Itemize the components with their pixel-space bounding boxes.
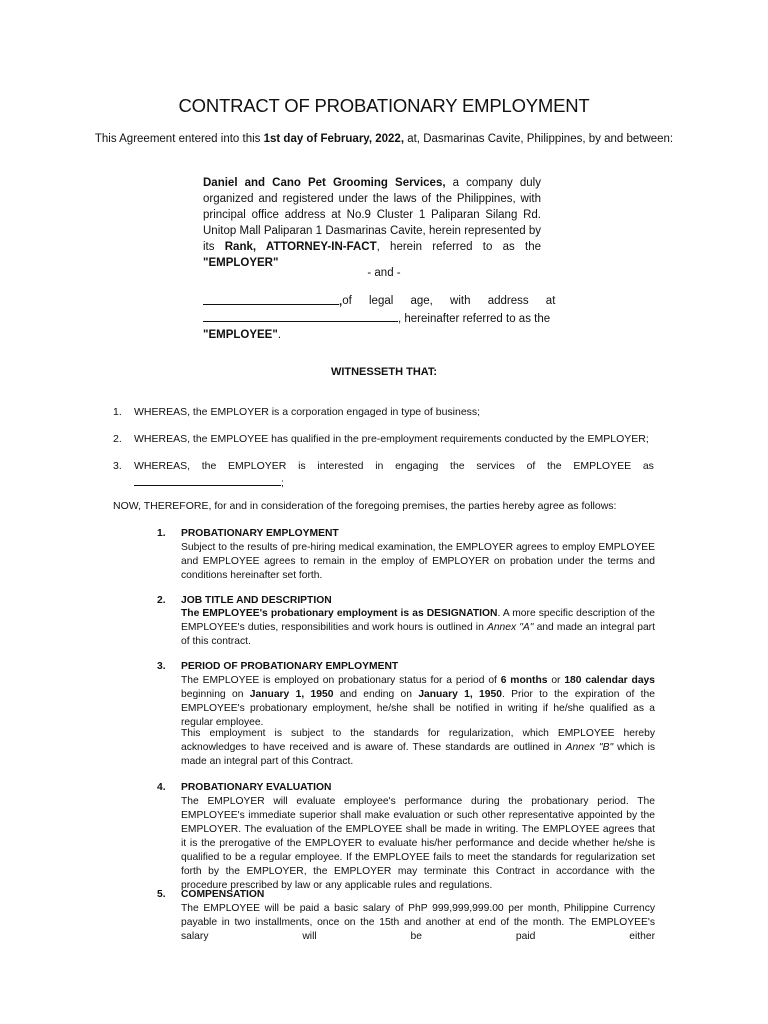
employee-name-line[interactable] [203,293,342,310]
employer-description: a company duly organized and registered under the laws of the Philippines, with principal office address at No.9 Cluster 1 Paliparan Silang Rd. Unitop Mall Paliparan 1 Dasmarinas Cavite, herein represented by its [203,177,541,253]
intro-line [0,133,768,145]
whereas-word: the [547,460,562,472]
period-days: 180 calendar days [564,675,655,686]
section-number: 3. [157,661,166,672]
employer-party-block [203,175,541,271]
whereas-word: engaging [395,460,439,472]
employer-referred-text: , herein referred to as the [376,241,541,253]
position-blank-line[interactable] [134,474,284,489]
section-heading: PERIOD OF PROBATIONARY EMPLOYMENT [181,661,399,672]
whereas-text: WHEREAS, the EMPLOYER is a corporation engaged in type of business; [134,406,481,418]
whereas-word: the [450,460,465,472]
section-heading: PROBATIONARY EMPLOYMENT [181,528,339,539]
employee-line-2 [203,310,551,327]
section-body: Subject to the results of pre-hiring medical examination, the EMPLOYER agrees to employ EMPLOYEE and EMPLOYEE agrees to remain in the employ of EMPLOYER on probation under the terms and conditions hereinafter set forth. [181,542,655,581]
contract-title: CONTRACT OF PROBATIONARY EMPLOYMENT [178,95,590,116]
section-body: The EMPLOYEE will be paid a basic salary of PhP 999,999,999.00 per month, Philippine Currency payable in two installments, once on the 15th and another at end of the month. The EMPLOYEE's salary will be paid either [181,903,655,942]
and-separator: - and - [367,267,401,279]
section-text: and made an integral part of this contract. [181,622,655,647]
whereas-word: services [476,460,515,472]
whereas-word: of [526,460,536,472]
whereas-word: as [642,460,654,472]
employee-line-1 [203,293,556,310]
section-body [181,674,655,730]
whereas-end: ; [281,477,284,489]
whereas-number: 2. [113,433,122,445]
employer-label: "EMPLOYER" [203,257,279,269]
section-body [181,727,655,769]
whereas-word: in [375,460,384,472]
employee-party-block [203,293,556,343]
annex-b-ref: Annex "B" [565,742,614,753]
witnesseth-heading: WITNESSETH THAT: [330,366,438,378]
section-body [181,607,655,649]
whereas-word: WHEREAS, [134,460,191,472]
section-body: The EMPLOYER will evaluate employee's performance during the probationary period. The EMPLOYEE's immediate superior shall make evaluation or such other representative appointed by the EMPLOYER. The evaluation of the EMPLOYEE shall be made in writing. The EMPLOYEE agrees that it is the prerogative of the EMPLOYER to evaluate his/her performance and decide whether he/she is qualified to be a regular employee. If the EMPLOYEE fails to meet the standards for regularization set forth by the EMPLOYER, the EMPLOYER may terminate this Contract in accordance with the procedure prescribed by law or any applicable rules and regulations. [181,796,655,891]
end-date: January 1, 1950 [418,689,502,700]
employee-address-line[interactable] [203,310,550,327]
section-text: . Prior to the expiration of the EMPLOYEE's probationary employment, he/she shall be notified in writing if he/she qualified as a regular employee. [181,689,655,728]
employee-period: . [277,329,282,341]
annex-a-ref: Annex "A" [486,622,534,633]
section-text: which is made an integral part of this Contract. [181,742,655,767]
period-months: 6 months [500,675,548,686]
employee-label: "EMPLOYEE" [203,329,278,341]
whereas-number: 3. [113,460,122,472]
employer-rank: Rank, ATTORNEY-IN-FACT [224,241,377,253]
intro-pre: This Agreement entered into this [94,133,264,145]
section-text: . A more specific description of the EMPLOYEE's duties, responsibilities and work hours is outlined in [181,608,656,633]
start-date: January 1, 1950 [249,689,334,700]
section-text: beginning on [181,689,250,700]
employee-address-blank[interactable] [203,310,398,322]
section-heading: PROBATIONARY EVALUATION [181,782,332,793]
section-number: 2. [157,595,166,606]
employee-comma: , [339,296,343,308]
whereas-word: EMPLOYER [228,460,287,472]
whereas-text: WHEREAS, the EMPLOYEE has qualified in the pre-employment requirements conducted by the EMPLOYER; [134,433,649,445]
whereas-text [134,460,654,472]
employer-name: Daniel and Cano Pet Grooming Services, [203,177,446,189]
intro-post: at, Dasmarinas Cavite, Philippines, by and between: [404,133,674,145]
section-text: The EMPLOYEE is employed on probationary status for a period of [181,675,501,686]
whereas-word: EMPLOYEE [573,460,632,472]
employee-line-3 [203,327,541,343]
section-heading: COMPENSATION [181,889,265,900]
section-text: This employment is subject to the standards for regularization, which EMPLOYEE hereby acknowledges to have received and is aware of. These standards are outlined in [181,728,655,753]
now-therefore: NOW, THEREFORE, for and in consideration of the foregoing premises, the parties hereby agree as follows: [113,500,617,512]
employee-name-blank[interactable] [203,293,339,305]
whereas-word: is [298,460,306,472]
employee-referred-text: , hereinafter referred to as the [398,313,551,325]
designation-text: The EMPLOYEE's probationary employment is as DESIGNATION [181,608,498,619]
intro-date: 1st day of February, 2022, [263,133,405,145]
section-text: or [547,675,565,686]
whereas-word: interested [317,460,364,472]
section-heading: JOB TITLE AND DESCRIPTION [181,595,332,606]
section-number: 4. [157,782,166,793]
whereas-number: 1. [113,406,122,418]
section-number: 1. [157,528,166,539]
section-text: and ending on [333,689,419,700]
whereas-word: the [201,460,217,472]
position-blank[interactable] [134,474,281,486]
section-number: 5. [157,889,166,900]
employee-legal-age-text: of legal age, with address at [342,295,556,307]
